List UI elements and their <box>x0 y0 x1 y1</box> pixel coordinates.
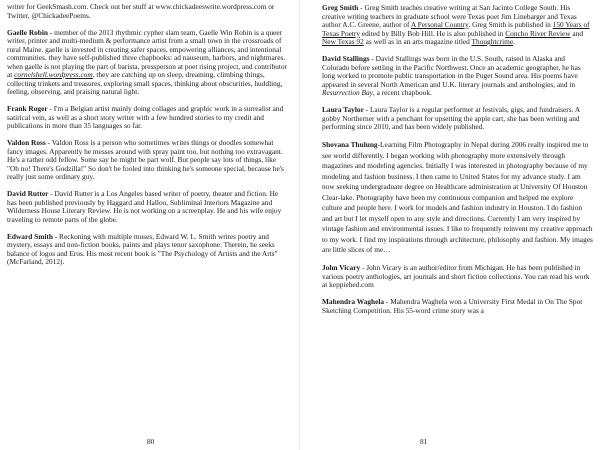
journal-title-link[interactable]: Concho River Review <box>505 28 571 38</box>
left-page-column <box>7 3 288 275</box>
bio-david-stallings: David Stallings - David Stallings was born in the U.S. South, raised in Alaska and Colorado before settling in the Pacific Northwest. Once an academic geographer, he has long worked to promote public transportation in the Puget Sound area. His poems have appeared in several North American and U.K. literary journals and anthologies, and in Resurrection Bay, a recent chapbook. <box>322 54 581 97</box>
contributor-name: Frank Roger <box>7 104 48 113</box>
right-page <box>300 0 600 450</box>
contributor-name: Mahendra Waghela <box>322 297 385 306</box>
contributor-name: John Vicary <box>322 263 361 272</box>
magazine-title-link[interactable]: Thoughtcrime <box>471 37 514 46</box>
page-number-right: 81 <box>420 437 428 446</box>
journal-title-link[interactable]: New Texas 92 <box>322 37 364 46</box>
right-page-column <box>322 4 594 324</box>
bio-david-rutter: David Rutter - David Rutter is a Los Angeles based writer of poetry, theater and fiction. He has been published previously by Haggard and Halloo, Subliminal Interiors Magazine and Wilderness House Literary Review. He is not working on a screenplay. He and his wife enjoy traveling to remote parts of the globe. <box>7 189 282 224</box>
contributor-name: Greg Smith <box>322 3 359 12</box>
bio-laura-taylor: Laura Taylor - Laura Taylor is a regular performer at festivals, gigs, and fundraisers. A gobby Northerner with a penchant for upsetting the apple cart, she has been writing and performing since 2010, and has been widely published. <box>322 105 580 131</box>
bio-john-vicary: John Vicary - John Vicary is an author/editor from Michigan. He has been published in various poetry anthologies, art journals and short fiction collections. You can read his work at keppiehed.com <box>322 263 590 289</box>
bio-mahendra-waghela: Mahendra Waghela - Mahendra Waghela won a University First Medal in On The Spot Sketching Competition. His 55-word crime story was a <box>322 297 583 315</box>
contributor-name: Edward Smith <box>7 231 53 241</box>
contributor-name: David Rutter <box>7 189 49 198</box>
contributor-name: Shovana Thulung <box>322 140 378 149</box>
bio-gaelle-robin: Gaelle Robin - member of the 2013 rhythmic cypher slam team, Gaelle Win Robin is a queer writer, printer and multi-medium & performance artist from a small town in the crossroads of rural Maine. gaelle is invested in creating safer spaces, empowering alliances, and intentional communities. they have self-published three chapbooks: ad nauseum, harbors, and nightmares. when gaelle is not playing the part of barista, pressperson at poet rising project, and contributor at cornelshell.wordpress.com, they are catching up on sleep, dreaming, climbing things, collecting trinkets and treasures, exploring small spaces, thinking about obscurities, huddling, feeling, observing, and praising natural light. <box>7 27 288 96</box>
bio-frank-roger: Frank Roger - I'm a Belgian artist mainly doing collages and graphic work in a surrealist and satirical vein, as well as a short story writer with a few hundred stories to my credit and publications in more than 35 languages so far. <box>7 104 284 130</box>
website-link[interactable]: cornelshell.wordpress.com <box>14 70 93 79</box>
chapbook-title: Resurrection Bay <box>322 88 373 97</box>
book-title-link[interactable]: 150 Years of Texas Poetry <box>322 20 590 38</box>
bio-greg-smith: Greg Smith - Greg Smith teaches creative writing at San Jacinto College South. His creative writing teachers in graduate school were Texas poet Jim Linebarger and Texas author A.C. Greene, author of A Personal Country. Greg Smith is published in 150 Years of Texas Poetry edited by Billy Bob Hill. He is also published in Concho River Review and New Texas 92 as well as in an arts magazine titled Thoughtcrime. <box>322 3 590 46</box>
bio-edward-smith: Edward Smith - Reckoning with multiple muses, Edward W. L. Smith writes poetry and mystery, essays and non-fiction books, paints and plays tenor saxophone. Therein, he seeks balance of logos and Eros. His most recent book is "The Psychology of Artists and the Arts" (McFarland, 2012). <box>7 231 278 266</box>
contributor-name: Valdon Ross <box>7 138 46 147</box>
bio-continuation: writer for GeekSmash.com. Check out her stuff at www.chickadeeswrite.wordpress.com or Twitter, @ChickadeePoems. <box>7 2 275 20</box>
contributor-name: Gaelle Robin <box>7 27 49 37</box>
bio-shovana-thulung: Shovana Thulung-Learning Film Photography in Nepal during 2006 really inspired me to see world differently. I began working with photography more extensively through magazines and modeling agencies. Initially I was interested in photography because of my modeling and fashion business. I then came to United States for my advance study. I am now seeking undergraduate degree on Healthcare administration at University Of Houston Clear-lake. Photography have been my continuous companion and helped me explore culture and people here. I work for models and fashion industry in Houston. I do fashion and art but I let myself open to any style and directions. Currently I am very inspired by vintage fashion and environmental issues. I like to frequently reinvent my creative approach to my work. I find my inspirations through architecture, philosophy and fashion. My images are little slices of me… <box>322 140 593 254</box>
contributor-name: Laura Taylor <box>322 105 364 114</box>
bio-valdon-ross: Valdon Ross - Valdon Ross is a person who sometimes writes things or doodles somewhat fancy images. Apparently he messes around with spray paint too, but nothing too extravagant. He's a rather odd fellow. Some say he might be part wolf. But people say lots of things, like "Oh no! There's Godzilla!" So don't be fooled into thinking he's someone special, because he's really just some ordinary guy. <box>7 138 284 181</box>
page-number-left: 80 <box>147 437 155 446</box>
contributor-name: David Stallings <box>322 54 370 63</box>
book-title-link[interactable]: A Personal Country <box>410 20 469 29</box>
